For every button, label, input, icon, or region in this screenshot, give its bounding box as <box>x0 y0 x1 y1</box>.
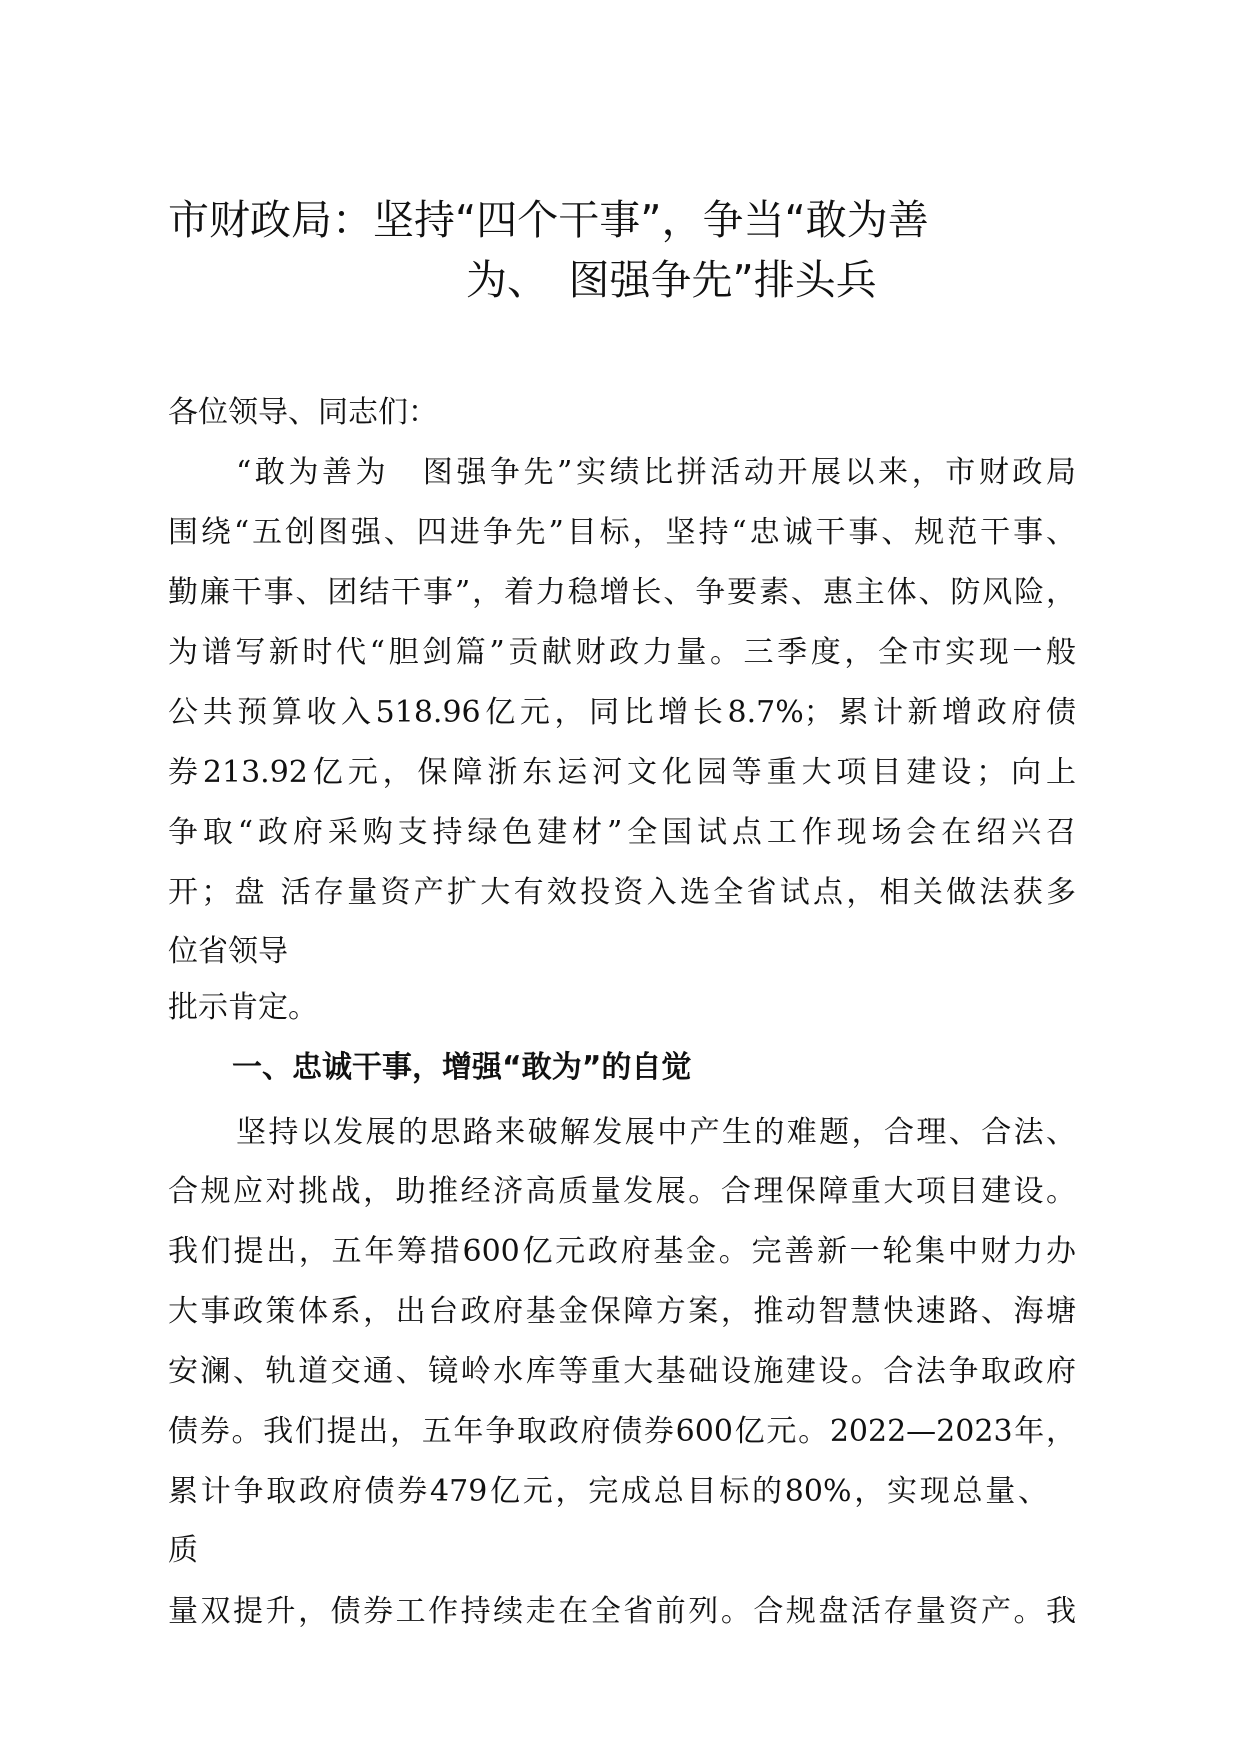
paragraph-2-line: 坚持以发展的思路来破解发展中产生的难题，合理、合法、 <box>236 1115 1076 1150</box>
paragraph-1-line: 批示肯定。 <box>168 990 318 1025</box>
paragraph-1-line: 争取“政府采购支持绿色建材”全国试点工作现场会在绍兴召 <box>168 815 1076 850</box>
paragraph-2-line: 债券。我们提出，五年争取政府债券600亿元。2022—2023年， <box>168 1414 1076 1449</box>
paragraph-1-line: 勤廉干事、团结干事”，着力稳增长、争要素、惠主体、防风险， <box>168 575 1076 610</box>
document-title-line-1: 市财政局：坚持“四个干事”，争当“敢为善 <box>168 196 929 244</box>
paragraph-2-line: 质 <box>168 1533 198 1568</box>
section-heading: 一、忠诚干事，增强“敢为”的自觉 <box>232 1050 692 1085</box>
paragraph-2-line: 累计争取政府债券479亿元，完成总目标的80%，实现总量、 <box>168 1474 1048 1509</box>
salutation: 各位领导、同志们： <box>168 395 438 430</box>
paragraph-2-line: 我们提出，五年筹措600亿元政府基金。完善新一轮集中财力办 <box>168 1234 1076 1269</box>
paragraph-1-line: 公共预算收入518.96亿元，同比增长8.7%；累计新增政府债 <box>168 695 1076 730</box>
paragraph-1-line: 券213.92亿元，保障浙东运河文化园等重大项目建设；向上 <box>168 755 1076 790</box>
paragraph-2-line: 大事政策体系，出台政府基金保障方案，推动智慧快速路、海塘 <box>168 1294 1076 1329</box>
paragraph-1-line: 位省领导 <box>168 934 288 969</box>
paragraph-2-line: 合规应对挑战，助推经济高质量发展。合理保障重大项目建设。 <box>168 1174 1076 1209</box>
paragraph-1-line: 开；盘 活存量资产扩大有效投资入选全省试点，相关做法获多 <box>168 875 1076 910</box>
paragraph-1-line: 为谱写新时代“胆剑篇”贡献财政力量。三季度，全市实现一般 <box>168 635 1076 670</box>
paragraph-1-line: 围绕“五创图强、四进争先”目标，坚持“忠诚干事、规范干事、 <box>168 515 1076 550</box>
paragraph-2-line: 量双提升，债券工作持续走在全省前列。合规盘活存量资产。我 <box>168 1594 1076 1629</box>
paragraph-1-line: “敢为善为 图强争先”实绩比拼活动开展以来，市财政局 <box>236 455 1076 490</box>
document-title-line-2: 为、 图强争先”排头兵 <box>466 256 877 304</box>
paragraph-2-line: 安澜、轨道交通、镜岭水库等重大基础设施建设。合法争取政府 <box>168 1354 1076 1389</box>
